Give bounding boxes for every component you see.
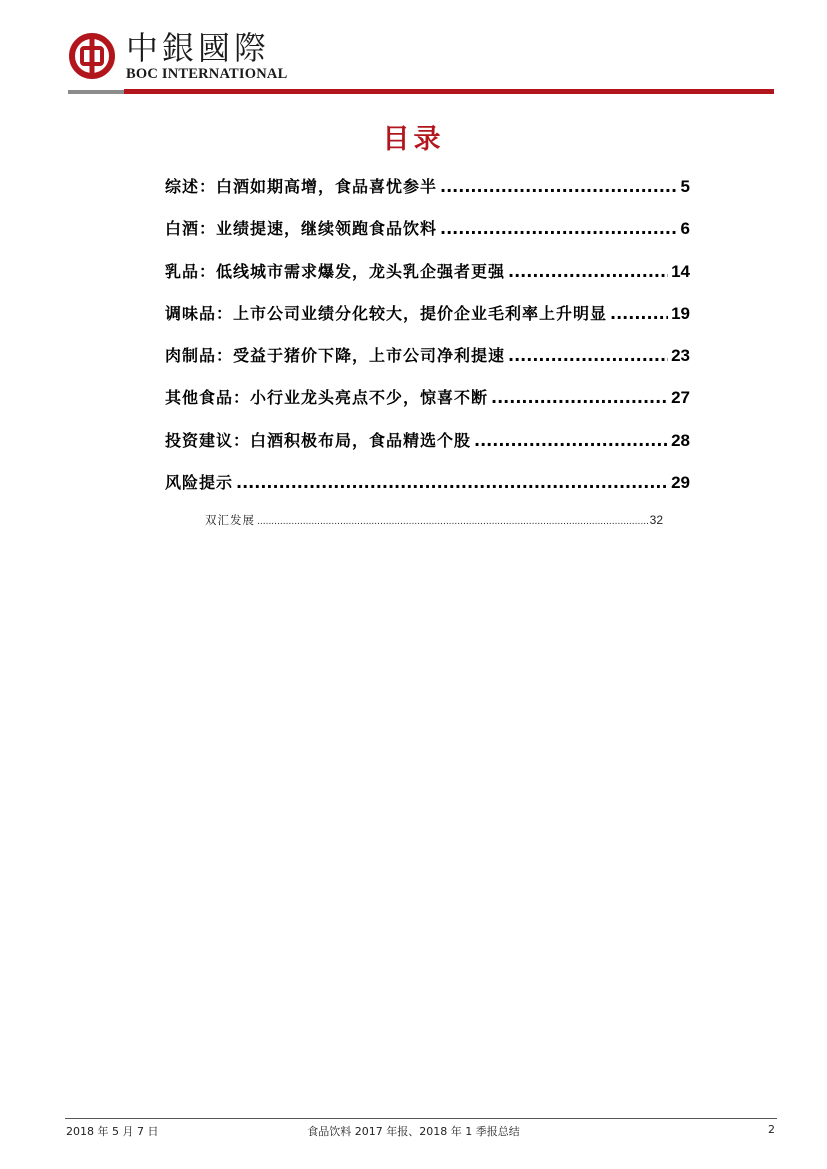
toc-entry-text: 投资建议：白酒积极布局，食品精选个股 xyxy=(165,430,472,450)
boc-logo-icon xyxy=(69,33,115,79)
header-rule-grey xyxy=(68,90,124,94)
toc-entry-page: 6 xyxy=(680,219,690,239)
toc-leader-dots xyxy=(440,212,678,245)
toc-leader-dots xyxy=(440,170,678,203)
footer-date: 2018 年 5 月 7 日 xyxy=(66,1125,159,1138)
toc-entry-page: 27 xyxy=(671,388,690,408)
toc-leader-dots xyxy=(257,517,648,527)
toc-entry-text: 综述：白酒如期高增，食品喜忧参半 xyxy=(165,177,438,196)
header-rule-red xyxy=(124,89,774,94)
toc-entry-page: 14 xyxy=(671,261,690,281)
toc-leader-dots xyxy=(474,424,668,457)
toc-entry-page: 5 xyxy=(680,177,690,196)
toc-sub-entry-page: 32 xyxy=(649,513,663,527)
toc-title: 目录 xyxy=(382,124,445,155)
toc-entry-other-foods[interactable] xyxy=(165,381,690,423)
toc-entry-risk[interactable] xyxy=(165,466,690,508)
toc-sub-entry-shuanghui[interactable] xyxy=(205,512,663,528)
toc-leader-dots xyxy=(610,297,668,330)
toc-leader-dots xyxy=(236,466,668,499)
footer-page-number: 2 xyxy=(768,1123,775,1136)
toc-entry-dairy[interactable] xyxy=(165,255,690,297)
table-of-contents xyxy=(165,170,690,508)
toc-entry-text: 调味品：上市公司业绩分化较大，提价企业毛利率上升明显 xyxy=(165,303,608,323)
footer-doc-title: 食品饮料 2017 年报、2018 年 1 季报总结 xyxy=(307,1125,520,1138)
toc-entry-text: 其他食品：小行业龙头亮点不少，惊喜不断 xyxy=(165,388,489,408)
toc-entry-text: 乳品：低线城市需求爆发，龙头乳企强者更强 xyxy=(165,261,506,281)
toc-entry-page: 29 xyxy=(671,473,690,493)
toc-entry-text: 肉制品：受益于猪价下降，上市公司净利提速 xyxy=(165,346,506,366)
toc-entry-page: 28 xyxy=(671,430,690,450)
toc-leader-dots xyxy=(508,339,668,372)
toc-entry-investment-advice[interactable] xyxy=(165,424,690,466)
logo-chinese-text: 中銀國際 xyxy=(126,29,271,67)
toc-leader-dots xyxy=(491,381,668,414)
logo-english-text: BOC INTERNATIONAL xyxy=(126,66,288,82)
toc-entry-text: 风险提示 xyxy=(165,473,234,493)
toc-entry-page: 19 xyxy=(671,303,690,323)
toc-leader-dots xyxy=(508,255,668,288)
toc-entry-baijiu[interactable] xyxy=(165,212,690,254)
toc-entry-text: 白酒：业绩提速，继续领跑食品饮料 xyxy=(165,219,438,239)
footer-rule xyxy=(65,1118,777,1119)
toc-entry-page: 23 xyxy=(671,346,690,366)
toc-sub-entry-text: 双汇发展 xyxy=(205,513,255,527)
toc-entry-meat[interactable] xyxy=(165,339,690,381)
toc-entry-overview[interactable] xyxy=(165,170,690,212)
toc-entry-condiments[interactable] xyxy=(165,297,690,339)
